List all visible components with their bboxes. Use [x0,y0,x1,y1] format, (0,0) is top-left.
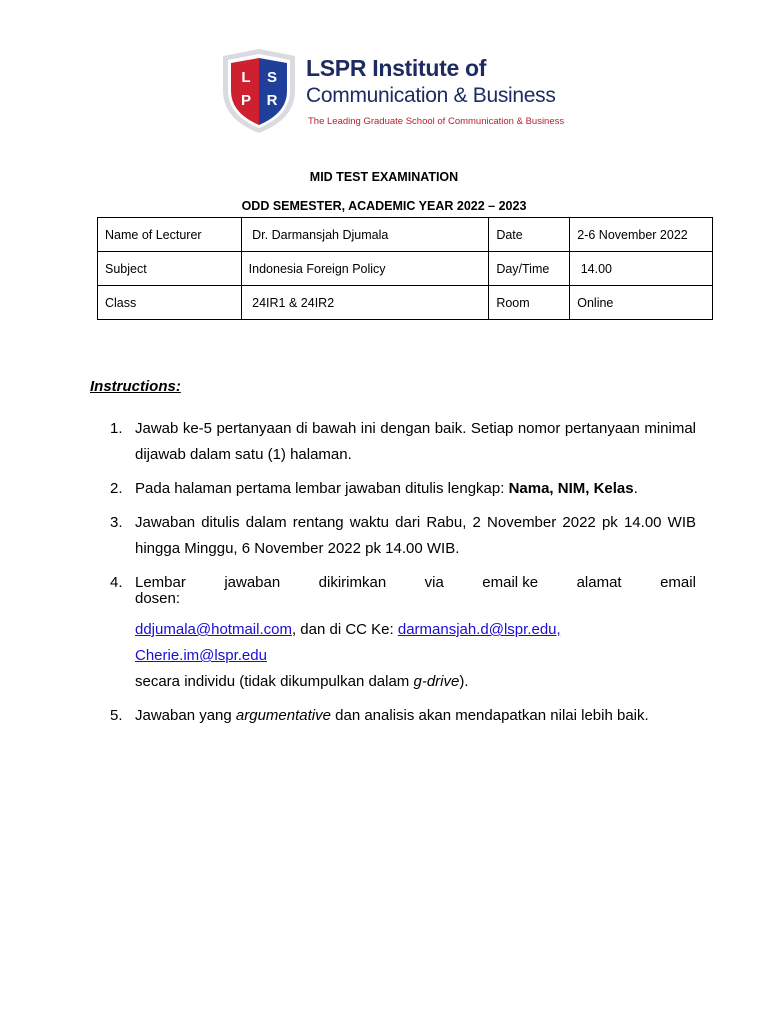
logo-letter-p: P [240,92,252,109]
item-number: 2. [110,480,123,497]
header [221,47,581,137]
item-number: 1. [110,420,123,437]
list-item [110,510,696,562]
institution-name: LSPR Institute of [306,55,487,81]
item-4-line-3-post: ). [459,673,469,690]
item-5-text [135,703,696,729]
lspr-logo-shield [221,47,297,135]
item-5-argumentative: argumentative [235,707,331,724]
item-2-end: . [633,480,638,497]
logo-letter-l: L [241,69,251,86]
item-4-word: via [424,574,444,591]
logo-letter-s: S [266,69,278,86]
list-item [110,703,696,729]
lecturer-value: Dr. Darmansjah Djumala [241,218,489,252]
class-label: Class [98,286,242,320]
item-4-word: email ke [482,574,539,591]
institution-subtitle: Communication & Business [306,84,556,107]
item-5-pre: Jawaban yang [135,707,236,724]
item-2-lead: Pada halaman pertama lembar jawaban ditulis lengkap: [135,480,509,497]
item-4-word: dikirimkan [318,574,387,591]
instructions-list [110,416,696,737]
item-4-word: jawaban [224,574,281,591]
item-number: 4. [110,574,123,591]
lecturer-email-link[interactable]: ddjumala@hotmail.com [135,621,292,638]
list-item [110,416,696,468]
date-label: Date [489,218,570,252]
item-3-line-2: hingga Minggu, 6 November 2022 pk 14.00 WIB. [135,540,460,557]
item-number: 3. [110,514,123,531]
item-1-line-2: dijawab dalam satu (1) halaman. [135,446,352,463]
table-row [98,218,713,252]
exam-semester: ODD SEMESTER, ACADEMIC YEAR 2022 – 2023 [241,199,527,213]
item-4-word: Lembar [135,574,186,591]
daytime-value: 14.00 [570,252,713,286]
exam-title: MID TEST EXAMINATION [309,170,459,184]
daytime-label: Day/Time [489,252,570,286]
logo-letter-r: R [266,92,278,109]
instructions-heading: Instructions: [90,378,181,395]
lecturer-label: Name of Lecturer [98,218,242,252]
exam-info-table [97,217,713,320]
item-4-line-3-pre: secara individu (tidak dikumpulkan dalam [135,673,414,690]
subject-label: Subject [98,252,242,286]
item-5-post: dan analisis akan mendapatkan nilai lebih baik. [330,707,649,724]
list-item [110,570,696,695]
item-3-line-1: Jawaban ditulis dalam rentang waktu dari Rabu, 2 November 2022 pk 14.00 WIB [135,514,696,531]
cc-email-link[interactable]: darmansjah.d@lspr.edu, Cherie.im@lspr.edu [135,621,561,664]
item-4-cc-text: , dan di CC Ke: [291,621,398,638]
item-4-word: alamat [576,574,622,591]
subject-value: Indonesia Foreign Policy [241,252,489,286]
list-item [110,476,696,502]
room-value: Online [570,286,713,320]
table-row [98,286,713,320]
item-4-dosen: dosen: [135,590,181,607]
room-label: Room [489,286,570,320]
class-value: 24IR1 & 24IR2 [241,286,489,320]
institution-tagline: The Leading Graduate School of Communication & Business [308,116,565,127]
item-2-bold-fields: Nama, NIM, Kelas [508,480,634,497]
item-number: 5. [110,707,123,724]
item-4-line-3 [135,669,696,695]
date-value: 2-6 November 2022 [570,218,713,252]
table-row [98,252,713,286]
item-4-emails-line [135,617,696,669]
item-4-word: email [660,574,696,591]
item-2-text [135,476,696,502]
item-4-gdrive: g-drive [413,673,460,690]
item-1-line-1: Jawab ke-5 pertanyaan di bawah ini dengan baik. Setiap nomor pertanyaan minimal [135,420,696,437]
